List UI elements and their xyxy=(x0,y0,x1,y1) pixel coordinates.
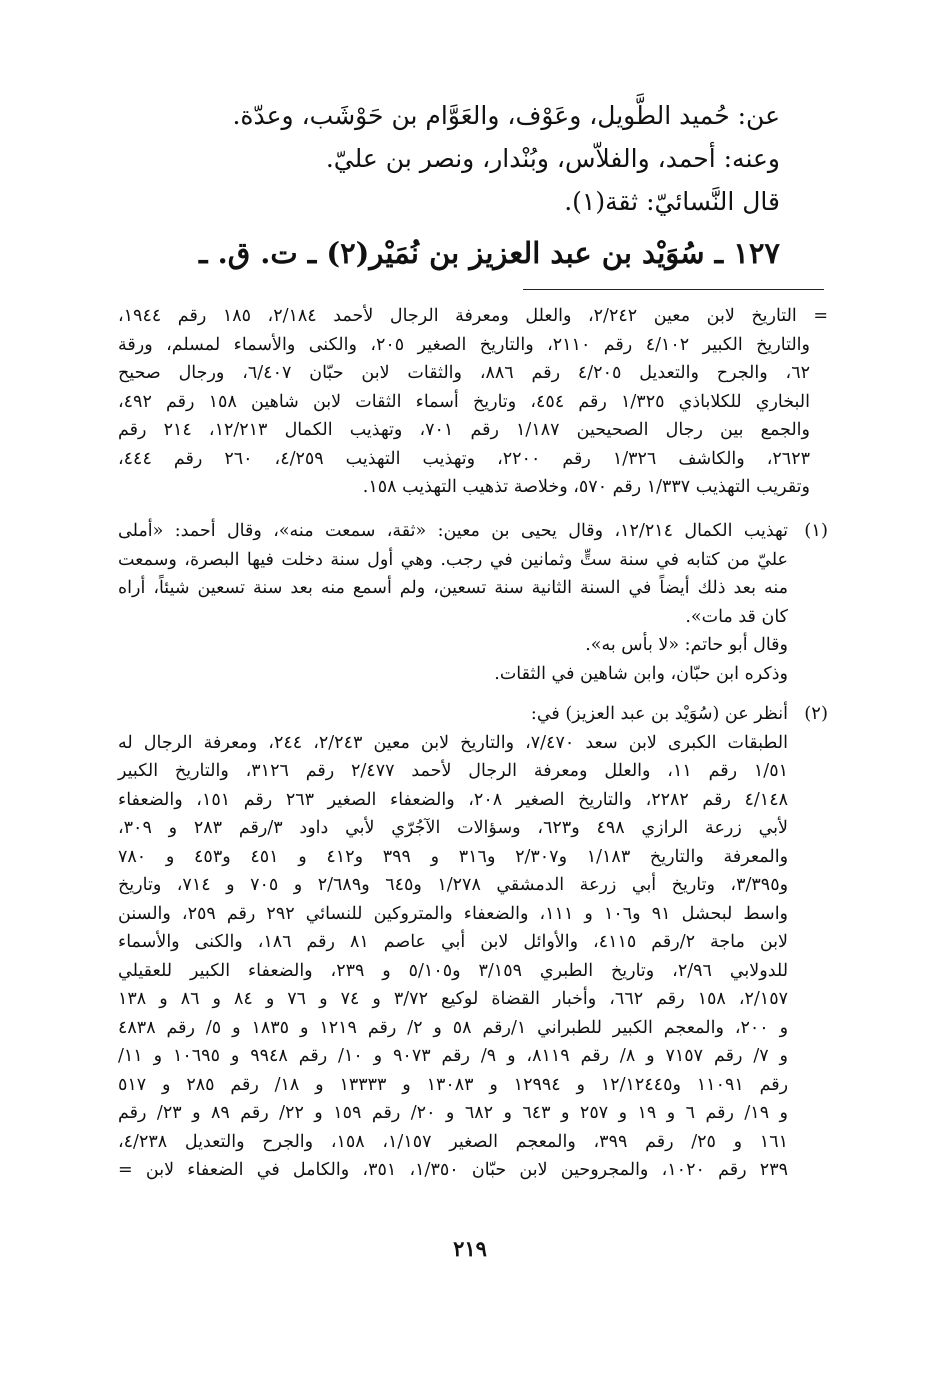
main-text-line: قال النَّسائيّ: ثقة(١). xyxy=(564,187,780,216)
footnote-line: لأبي زرعة الرازي ٤٩٨ و٦٢٣، وسؤالات الآجُرّي لأبي داود ٣/رقم ٢٨٣ و ٣٠٩، xyxy=(118,818,789,838)
footnote-marker: (٢) xyxy=(804,703,828,724)
footnote-line: كان قد مات». xyxy=(685,606,788,627)
footnote-line: وقال أبو حاتم: «لا بأس به». xyxy=(585,635,788,655)
main-text-line: وعنه: أحمد، والفلاّس، وبُنْدار، ونصر بن عليّ. xyxy=(325,144,780,173)
footnote-line: و ١٩/ رقم ٦ و ١٩ و ٢٥٧ و ٦٤٣ و ٦٨٢ و ٢٠/ رقم ١٥٩ و ٢٢/ رقم ٨٩ و ٢٣/ رقم xyxy=(118,1103,789,1123)
footnote-line: والجمع بين رجال الصحيحين ١/١٨٧ رقم ٧٠١، وتهذيب الكمال ١٢/٢١٣، ٢١٤ رقم xyxy=(118,420,810,440)
footnote-line: لابن ماجة ٢/رقم ٤١١٥، والأوائل لابن أبي عاصم ٨١ رقم ١٨٦، والكنى والأسماء xyxy=(118,932,788,952)
footnote-line: ٦٢، والجرح والتعديل ٤/٢٠٥ رقم ٨٨٦، والثقات لابن حبّان ٦/٤٠٧، ورجال صحيح xyxy=(118,363,810,383)
footnote-marker: (١) xyxy=(804,520,828,541)
entry-heading: ١٢٧ ـ سُوَيْد بن عبد العزيز بن نُمَيْر(٢) ـ ت. ق. ـ xyxy=(199,236,780,270)
footnote-1 xyxy=(118,517,788,688)
footnote-line: منه بعد ذلك أيضاً في السنة الثانية سنة تسعين، ولم أسمع منه بعد سنة تسعين شيئاً، أراه xyxy=(118,578,788,598)
footnote-line: أنظر عن (سُوَيْد بن عبد العزيز) في: xyxy=(530,704,788,724)
footnote-2 xyxy=(118,700,788,1185)
footnote-line: و٣/٣٩٥، وتاريخ أبي زرعة الدمشقي ١/٢٧٨ و٦٤٥ و٢/٦٨٩ و ٧٠٥ و ٧١٤، وتاريخ xyxy=(118,875,789,895)
footnote-line: وذكره ابن حبّان، وابن شاهين في الثقات. xyxy=(494,663,788,684)
footnote-line: وتقريب التهذيب ١/٣٣٧ رقم ٥٧٠، وخلاصة تذهيب التهذيب ١٥٨. xyxy=(362,477,810,497)
footnote-line: و ٢٠٠، والمعجم الكبير للطبراني ١/رقم ٥٨ و ٢/ رقم ١٢١٩ و ١٨٣٥ و ٥/ رقم ٤٨٣٨ xyxy=(118,1017,789,1038)
footnote-line: البخاري للكلاباذي ١/٣٢٥ رقم ٤٥٤، وتاريخ أسماء الثقات لابن شاهين ١٥٨ رقم ٤٩٢، xyxy=(118,391,810,412)
footnote-line: تهذيب الكمال ١٢/٢١٤، وقال يحيى بن معين: «ثقة، سمعت منه»، وقال أحمد: «أملى xyxy=(118,521,788,541)
footnote-continuation xyxy=(118,302,828,502)
footnote-divider xyxy=(523,289,824,290)
footnote-line: و ٧/ رقم ٧١٥٧ و ٨/ رقم ٨١١٩، و ٩/ رقم ٩٠٧٣ و ١٠/ رقم ٩٩٤٨ و ١٠٦٩٥ و ١١/ xyxy=(118,1046,788,1066)
footnote-line: رقم ١١٠٩١ و١٢/١٢٤٤٥ و ١٢٩٩٤ و ١٣٠٨٣ و ١٣٣٣٣ و ١٨/ رقم ٢٨٥ و ٥١٧ xyxy=(118,1074,789,1095)
page-number: ٢١٩ xyxy=(453,1236,487,1261)
footnote-line: ٤/١٤٨ رقم ٢٢٨٢، والتاريخ الصغير ٢٠٨، والضعفاء الصغير ٢٦٣ رقم ١٥١، والضعفاء xyxy=(118,789,789,810)
footnote-line: ١/٥١ رقم ١١، والعلل ومعرفة الرجال لأحمد ٢/٤٧٧ رقم ٣١٢٦، والتاريخ الكبير xyxy=(118,761,789,781)
footnote-line: الطبقات الكبرى لابن سعد ٧/٤٧٠، والتاريخ لابن معين ٢/٢٤٣، ٢٤٤، ومعرفة الرجال له xyxy=(118,732,788,753)
footnote-line: ١٦١ و ٢٥/ رقم ٣٩٩، والمعجم الصغير ١/١٥٧، ١٥٨، والجرح والتعديل ٤/٢٣٨، xyxy=(118,1131,788,1152)
footnote-line: ٢٦٢٣، والكاشف ١/٣٢٦ رقم ٢٢٠٠، وتهذيب التهذيب ٤/٢٥٩، ٢٦٠ رقم ٤٤٤، xyxy=(118,448,811,469)
footnote-line: ٢/١٥٧، ١٥٨ رقم ٦٦٢، وأخبار القضاة لوكيع ٣/٧٢ و ٧٤ و ٧٦ و ٨٤ و ٨٦ و ١٣٨ xyxy=(118,989,788,1009)
footnote-line: والتاريخ الكبير ٤/١٠٢ رقم ٢١١٠، والتاريخ الصغير ٢٠٥، والكنى والأسماء لمسلم، ورقة xyxy=(118,334,810,355)
footnote-line: والمعرفة والتاريخ ١/١٨٣ و٢/٣٠٧ و٣١٦ و ٣٩٩ و٤١٢ و ٤٥١ و٤٥٣ و ٧٨٠ xyxy=(118,846,789,867)
footnote-line: ٢٣٩ رقم ١٠٢٠، والمجروحين لابن حبّان ١/٣٥٠، ٣٥١، والكامل في الضعفاء لابن = xyxy=(118,1160,788,1180)
footnote-line: = التاريخ لابن معين ٢/٢٤٢، والعلل ومعرفة الرجال لأحمد ٢/١٨٤، ١٨٥ رقم ١٩٤٤، xyxy=(118,306,828,326)
footnote-line: واسط لبحشل ٩١ و١٠٦ و ١١١، والضعفاء والمتروكين للنسائي ٢٩٢ رقم ٢٥٩، والسنن xyxy=(118,903,789,924)
footnote-line: للدولابي ٢/٩٦، وتاريخ الطبري ٣/١٥٩ و٥/١٠٥ و ٢٣٩، والضعفاء الكبير للعقيلي xyxy=(118,960,789,981)
footnote-line: عليّ من كتابه في سنة ستٍّ وثمانين في رجب. وهي أول سنة دخلت فيها البصرة، وسمعت xyxy=(118,549,788,570)
main-text-line: عن: حُميد الطَّويل، وعَوْف، والعَوَّام بن حَوْشَب، وعدّة. xyxy=(232,101,780,130)
